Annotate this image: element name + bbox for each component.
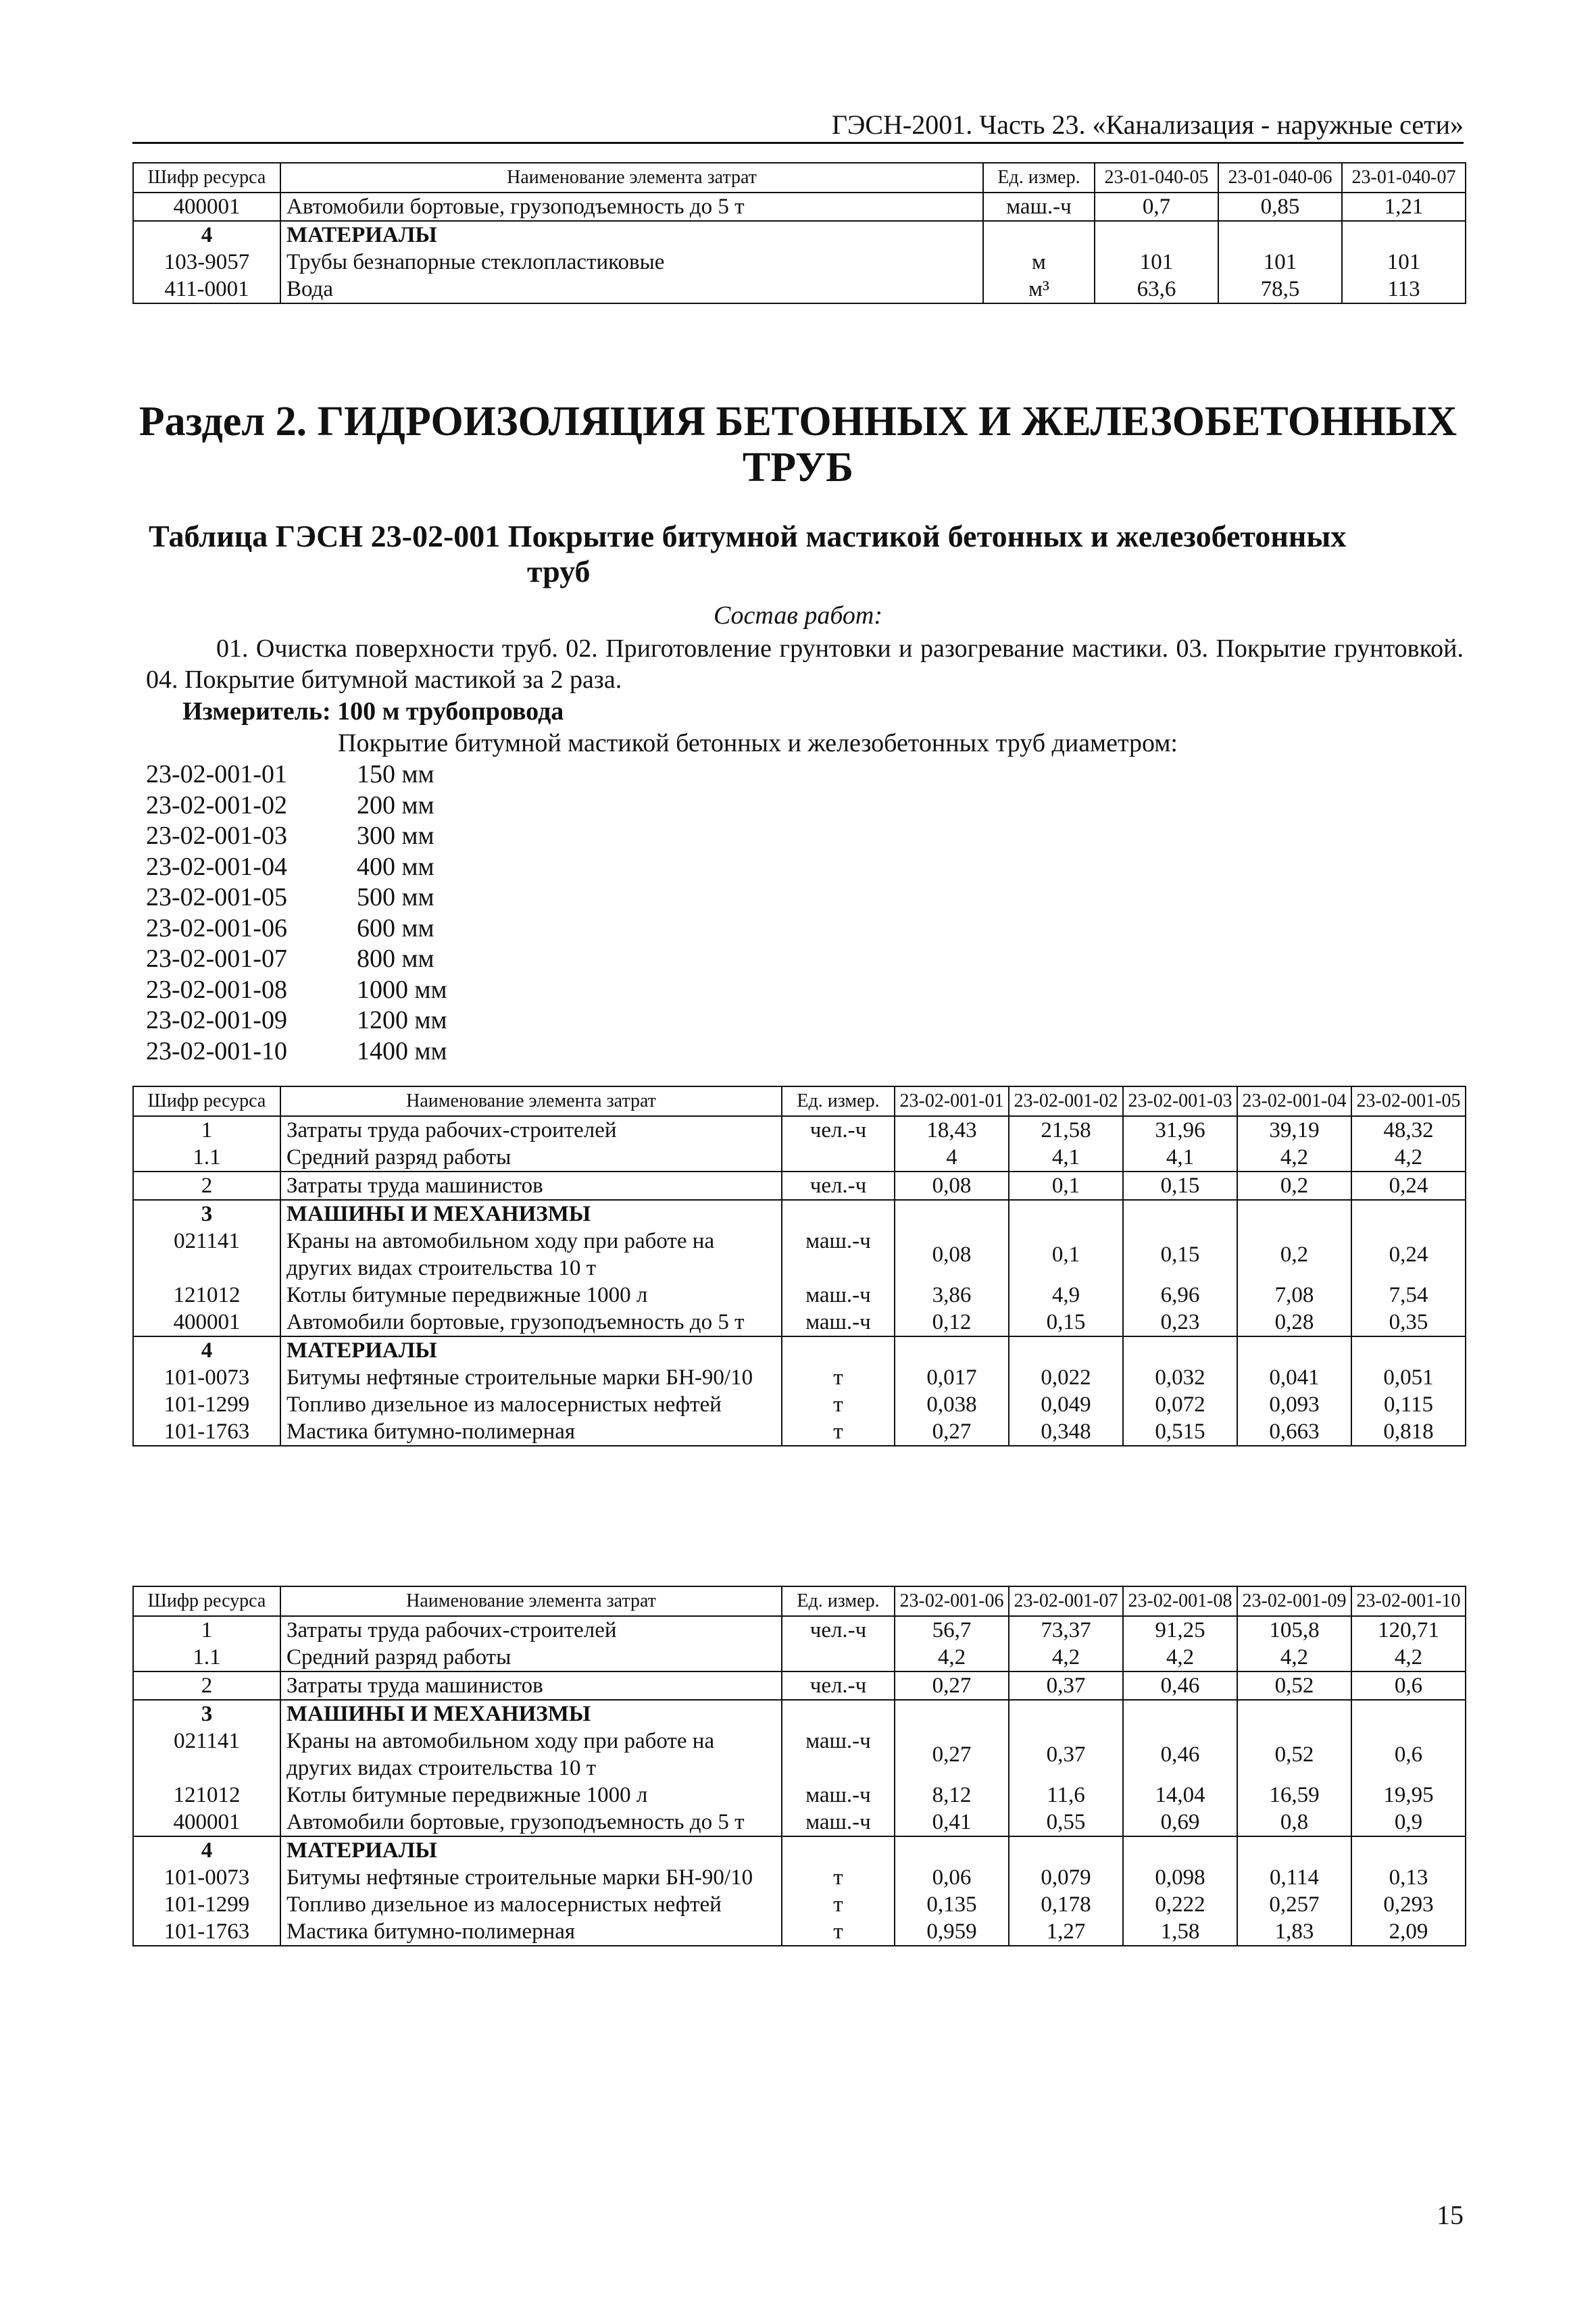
table-row [133,1809,1466,1836]
row-value [1351,1336,1466,1364]
row-name: Трубы безнапорные стеклопластиковые [280,249,983,276]
row-code: 2 [133,1671,280,1700]
row-name: Затраты труда машинистов [280,1671,782,1700]
row-value: 4,2 [895,1644,1009,1671]
table-row [133,1418,1466,1446]
row-unit: т [782,1391,895,1418]
row-value: 0,7 [1095,193,1218,221]
column-header-code: Шифр ресурса [133,1086,280,1116]
row-value: 0,28 [1237,1309,1351,1336]
variant-size: 1000 мм [357,975,447,1004]
table-row [133,193,1466,221]
row-value: 0,041 [1237,1364,1351,1391]
row-value: 0,049 [1009,1391,1123,1418]
row-name: Битумы нефтяные строительные марки БН-90/10 [280,1864,782,1891]
row-unit: чел.-ч [782,1172,895,1200]
column-header-code-06: 23-01-040-06 [1218,163,1342,193]
column-header-code-05: 23-01-040-05 [1095,163,1218,193]
row-unit [782,1700,895,1728]
row-value: 0,818 [1351,1418,1466,1446]
variant-size: 200 мм [357,790,434,820]
row-value: 105,8 [1237,1616,1351,1644]
table-row [133,1364,1466,1391]
table-row [133,1391,1466,1418]
row-value: 14,04 [1123,1782,1237,1809]
row-name: МАШИНЫ И МЕХАНИЗМЫ [280,1700,782,1728]
page-number: 15 [1437,2200,1464,2230]
table-body [133,1116,1466,1446]
row-name: МАШИНЫ И МЕХАНИЗМЫ [280,1200,782,1228]
row-value: 4,2 [1009,1644,1123,1671]
row-value [1123,1700,1237,1728]
row-value: 0,24 [1351,1228,1466,1282]
row-unit: т [782,1891,895,1918]
row-unit: т [782,1364,895,1391]
table-group-row [133,1700,1466,1728]
row-unit [983,221,1095,249]
row-code: 400001 [133,1309,280,1336]
row-value: 0,12 [895,1309,1009,1336]
row-value: 0,293 [1351,1891,1466,1918]
row-value: 0,1 [1009,1172,1123,1200]
measure-unit: Измеритель: 100 м трубопровода [182,697,564,726]
table-title-line-1: Таблица ГЭСН 23-02-001 Покрытие битумной мастикой бетонных и железобетонных [149,519,1347,553]
row-value [895,1336,1009,1364]
row-value: 0,098 [1123,1864,1237,1891]
row-value: 4,2 [1237,1144,1351,1172]
row-value: 0,032 [1123,1364,1237,1391]
row-value [1009,1200,1123,1228]
row-value: 0,15 [1123,1172,1237,1200]
row-code: 121012 [133,1782,280,1809]
table-row [133,1309,1466,1336]
row-value: 4,2 [1123,1644,1237,1671]
column-header-code: Шифр ресурса [133,163,280,193]
column-header-variant: 23-02-001-10 [1351,1586,1466,1616]
variant-code: 23-02-001-09 [146,1006,287,1034]
column-header-name: Наименование элемента затрат [280,163,983,193]
row-value: 0,222 [1123,1891,1237,1918]
row-value: 0,515 [1123,1418,1237,1446]
row-value: 16,59 [1237,1782,1351,1809]
row-value: 0,15 [1123,1228,1237,1282]
row-value [1351,1836,1466,1864]
variant-code: 23-02-001-02 [146,790,287,820]
column-header-variant: 23-02-001-07 [1009,1586,1123,1616]
row-value [1123,1336,1237,1364]
row-value: 0,257 [1237,1891,1351,1918]
variant-code: 23-02-001-07 [146,945,287,973]
row-value: 0,079 [1009,1864,1123,1891]
column-header-variant: 23-02-001-08 [1123,1586,1237,1616]
row-value: 0,41 [895,1809,1009,1836]
row-value [1351,1700,1466,1728]
row-value: 0,663 [1237,1418,1351,1446]
row-value: 0,15 [1009,1309,1123,1336]
row-value [895,1700,1009,1728]
column-header-variant: 23-02-001-09 [1237,1586,1351,1616]
row-value: 8,12 [895,1782,1009,1809]
row-value: 0,24 [1351,1172,1466,1200]
variant-code: 23-02-001-06 [146,913,287,942]
row-value [1123,1836,1237,1864]
row-value [1237,1836,1351,1864]
row-value: 0,27 [895,1728,1009,1782]
list-item [146,882,447,913]
column-header-code-07: 23-01-040-07 [1342,163,1466,193]
row-code: 101-1763 [133,1918,280,1946]
row-value: 1,21 [1342,193,1466,221]
table-row [133,276,1466,303]
row-value [1123,1200,1237,1228]
row-value: 0,022 [1009,1364,1123,1391]
row-code: 021141 [133,1228,280,1282]
row-name: МАТЕРИАЛЫ [280,1836,782,1864]
column-header-variant: 23-02-001-04 [1237,1086,1351,1116]
row-value: 1,83 [1237,1918,1351,1946]
row-name: Топливо дизельное из малосернистых нефтей [280,1391,782,1418]
list-item [146,913,447,945]
row-code: 101-1299 [133,1391,280,1418]
row-value: 4,1 [1009,1144,1123,1172]
row-value: 7,08 [1237,1282,1351,1309]
row-unit [782,1836,895,1864]
variant-size: 800 мм [357,945,434,973]
row-code: 121012 [133,1282,280,1309]
row-value [895,1836,1009,1864]
list-item [146,821,447,852]
row-value [1009,1336,1123,1364]
row-value: 0,135 [895,1891,1009,1918]
row-value: 4,2 [1351,1144,1466,1172]
row-value: 113 [1342,276,1466,303]
variant-size: 1400 мм [357,1036,447,1065]
row-value: 73,37 [1009,1616,1123,1644]
row-code: 103-9057 [133,249,280,276]
row-code: 1.1 [133,1644,280,1671]
row-value: 6,96 [1123,1282,1237,1309]
row-value [1095,221,1218,249]
column-header-variant: 23-02-001-02 [1009,1086,1123,1116]
table-row [133,1616,1466,1644]
row-value: 0,2 [1237,1228,1351,1282]
row-name: Топливо дизельное из малосернистых нефтей [280,1891,782,1918]
table-row [133,1144,1466,1172]
variant-size: 1200 мм [357,1006,447,1034]
row-value: 0,051 [1351,1364,1466,1391]
column-header-unit: Ед. измер. [983,163,1095,193]
row-name: Затраты труда рабочих-строителей [280,1116,782,1144]
row-value: 0,6 [1351,1728,1466,1782]
row-name: Котлы битумные передвижные 1000 л [280,1782,782,1809]
row-value: 0,46 [1123,1728,1237,1782]
row-value: 0,348 [1009,1418,1123,1446]
running-header: ГЭСН-2001. Часть 23. «Канализация - наружные сети» [831,109,1464,140]
row-name: Битумы нефтяные строительные марки БН-90/10 [280,1364,782,1391]
list-item [146,1036,447,1067]
row-name: Вода [280,276,983,303]
row-unit: маш.-ч [782,1809,895,1836]
row-value: 2,09 [1351,1918,1466,1946]
row-value: 0,2 [1237,1172,1351,1200]
row-unit [782,1200,895,1228]
section-title: Раздел 2. ГИДРОИЗОЛЯЦИЯ БЕТОННЫХ И ЖЕЛЕЗОБЕТОННЫХ ТРУБ [139,399,1457,491]
row-code: 1 [133,1116,280,1144]
row-value: 56,7 [895,1616,1009,1644]
row-value: 0,6 [1351,1671,1466,1700]
row-value: 4,9 [1009,1282,1123,1309]
column-header-variant: 23-02-001-05 [1351,1086,1466,1116]
list-item [146,852,447,883]
row-name: Краны на автомобильном ходу при работе на других видах строительства 10 т [280,1728,782,1782]
row-unit: маш.-ч [782,1782,895,1809]
row-value: 63,6 [1095,276,1218,303]
table-row [133,1228,1466,1282]
row-unit: чел.-ч [782,1616,895,1644]
row-value [1237,1200,1351,1228]
table-row [133,1728,1466,1782]
table-row [133,1782,1466,1809]
row-code: 2 [133,1172,280,1200]
row-value: 0,017 [895,1364,1009,1391]
row-name: Затраты труда машинистов [280,1172,782,1200]
row-code: 021141 [133,1728,280,1782]
row-value: 1,27 [1009,1918,1123,1946]
row-name: Мастика битумно-полимерная [280,1418,782,1446]
row-value: 0,55 [1009,1809,1123,1836]
row-code: 4 [133,221,280,249]
table-row [133,1172,1466,1200]
row-value: 11,6 [1009,1782,1123,1809]
row-unit: м³ [983,276,1095,303]
row-name: Автомобили бортовые, грузоподъемность до 5 т [280,1809,782,1836]
table-title [149,519,1432,589]
row-name: Автомобили бортовые, грузоподъемность до 5 т [280,193,983,221]
row-value: 0,08 [895,1228,1009,1282]
row-value: 101 [1218,249,1342,276]
table-group-row [133,1836,1466,1864]
row-value: 78,5 [1218,276,1342,303]
row-value: 0,69 [1123,1809,1237,1836]
row-unit: маш.-ч [782,1728,895,1782]
row-name: Затраты труда рабочих-строителей [280,1616,782,1644]
row-code: 3 [133,1700,280,1728]
table-row [133,1644,1466,1671]
row-value: 101 [1342,249,1466,276]
row-value: 4,2 [1237,1644,1351,1671]
row-unit: т [782,1918,895,1946]
top-cost-table [132,162,1466,304]
table-row [133,1864,1466,1891]
list-item [146,944,447,975]
row-value: 0,35 [1351,1309,1466,1336]
row-code: 101-0073 [133,1364,280,1391]
row-value: 0,52 [1237,1728,1351,1782]
row-value: 4,1 [1123,1144,1237,1172]
row-value [1237,1336,1351,1364]
row-value: 0,52 [1237,1671,1351,1700]
column-header-variant: 23-02-001-06 [895,1586,1009,1616]
row-name: Мастика битумно-полимерная [280,1918,782,1946]
composition-text: 01. Очистка поверхности труб. 02. Приготовление грунтовки и разогревание мастики. 03. Покрытие грунтовкой. 04. Покрытие битумной мастикой за 2 раза. [146,634,1464,694]
row-value: 0,959 [895,1918,1009,1946]
row-code: 101-1763 [133,1418,280,1446]
variant-code: 23-02-001-08 [146,975,287,1004]
row-value [1009,1700,1123,1728]
row-name: МАТЕРИАЛЫ [280,221,983,249]
row-value: 0,46 [1123,1671,1237,1700]
row-name: Средний разряд работы [280,1144,782,1172]
row-unit [782,1144,895,1172]
row-value: 4 [895,1144,1009,1172]
row-name: Автомобили бортовые, грузоподъемность до 5 т [280,1309,782,1336]
list-item [146,759,447,790]
row-value [1342,221,1466,249]
row-code: 400001 [133,1809,280,1836]
row-unit: м [983,249,1095,276]
row-code: 101-1299 [133,1891,280,1918]
row-value: 0,13 [1351,1864,1466,1891]
column-header-unit: Ед. измер. [782,1586,895,1616]
table-row [133,1116,1466,1144]
row-unit [782,1336,895,1364]
table-title-line-2: труб [527,554,591,588]
list-item [146,1005,447,1036]
row-unit: чел.-ч [782,1116,895,1144]
row-value: 0,06 [895,1864,1009,1891]
row-name: МАТЕРИАЛЫ [280,1336,782,1364]
column-header-variant: 23-02-001-01 [895,1086,1009,1116]
row-value: 19,95 [1351,1782,1466,1809]
row-value: 0,37 [1009,1671,1123,1700]
row-unit: т [782,1418,895,1446]
table-group-row [133,1336,1466,1364]
composition-label: Состав работ: [713,601,883,630]
variant-size: 150 мм [357,760,434,788]
column-header-name: Наименование элемента затрат [280,1586,782,1616]
column-header-code: Шифр ресурса [133,1586,280,1616]
row-value: 0,115 [1351,1391,1466,1418]
row-value: 31,96 [1123,1116,1237,1144]
row-value: 3,86 [895,1282,1009,1309]
row-code: 3 [133,1200,280,1228]
column-header-unit: Ед. измер. [782,1086,895,1116]
row-value: 0,093 [1237,1391,1351,1418]
row-value: 0,08 [895,1172,1009,1200]
row-value: 0,27 [895,1418,1009,1446]
row-value: 120,71 [1351,1616,1466,1644]
column-header-variant: 23-02-001-03 [1123,1086,1237,1116]
row-code: 4 [133,1336,280,1364]
variant-size: 600 мм [357,913,434,942]
row-value: 0,178 [1009,1891,1123,1918]
row-value: 0,1 [1009,1228,1123,1282]
table-body [133,1616,1466,1946]
row-name: Средний разряд работы [280,1644,782,1671]
row-unit: т [782,1864,895,1891]
row-value: 0,37 [1009,1728,1123,1782]
variant-size: 300 мм [357,822,434,850]
table-row [133,249,1466,276]
row-value: 0,23 [1123,1309,1237,1336]
row-value: 0,114 [1237,1864,1351,1891]
cost-table-06-10 [132,1586,1466,1946]
row-code: 1.1 [133,1144,280,1172]
list-item [146,790,447,822]
variant-size: 500 мм [357,883,434,911]
variant-size: 400 мм [357,852,434,881]
row-value [895,1200,1009,1228]
row-value: 39,19 [1237,1116,1351,1144]
row-value [1237,1700,1351,1728]
row-unit: чел.-ч [782,1671,895,1700]
variant-code: 23-02-001-05 [146,883,287,911]
row-value: 0,85 [1218,193,1342,221]
variant-code: 23-02-001-01 [146,760,287,788]
row-value: 0,038 [895,1391,1009,1418]
row-code: 1 [133,1616,280,1644]
row-value: 18,43 [895,1116,1009,1144]
cost-table-01-05 [132,1086,1466,1447]
row-value: 1,58 [1123,1918,1237,1946]
table-header-row [133,163,1466,193]
row-unit [782,1644,895,1671]
table-row [133,1671,1466,1700]
row-code: 400001 [133,193,280,221]
row-value: 0,8 [1237,1809,1351,1836]
row-value [1009,1836,1123,1864]
table-header-row [133,1086,1466,1116]
row-value: 0,9 [1351,1809,1466,1836]
row-value [1218,221,1342,249]
row-value: 21,58 [1009,1116,1123,1144]
row-value: 48,32 [1351,1116,1466,1144]
row-value: 4,2 [1351,1644,1466,1671]
variants-caption: Покрытие битумной мастикой бетонных и железобетонных труб диаметром: [338,729,1178,757]
row-name: Котлы битумные передвижные 1000 л [280,1282,782,1309]
header-rule [132,142,1464,144]
row-code: 4 [133,1836,280,1864]
row-unit: маш.-ч [782,1228,895,1282]
row-value: 7,54 [1351,1282,1466,1309]
row-value: 91,25 [1123,1616,1237,1644]
row-value: 101 [1095,249,1218,276]
table-row [133,1918,1466,1946]
row-code: 411-0001 [133,276,280,303]
row-unit: маш.-ч [782,1282,895,1309]
variant-code: 23-02-001-04 [146,852,287,881]
variant-code: 23-02-001-10 [146,1036,287,1065]
list-item [146,975,447,1006]
row-value: 0,072 [1123,1391,1237,1418]
column-header-name: Наименование элемента затрат [280,1086,782,1116]
row-unit: маш.-ч [983,193,1095,221]
table-row [133,1282,1466,1309]
table-group-row [133,1200,1466,1228]
row-value [1351,1200,1466,1228]
row-unit: маш.-ч [782,1309,895,1336]
variants-list [146,759,447,1067]
row-code: 101-0073 [133,1864,280,1891]
table-group-row [133,221,1466,249]
table-header-row [133,1586,1466,1616]
table-row [133,1891,1466,1918]
variant-code: 23-02-001-03 [146,822,287,850]
row-name: Краны на автомобильном ходу при работе на других видах строительства 10 т [280,1228,782,1282]
row-value: 0,27 [895,1671,1009,1700]
